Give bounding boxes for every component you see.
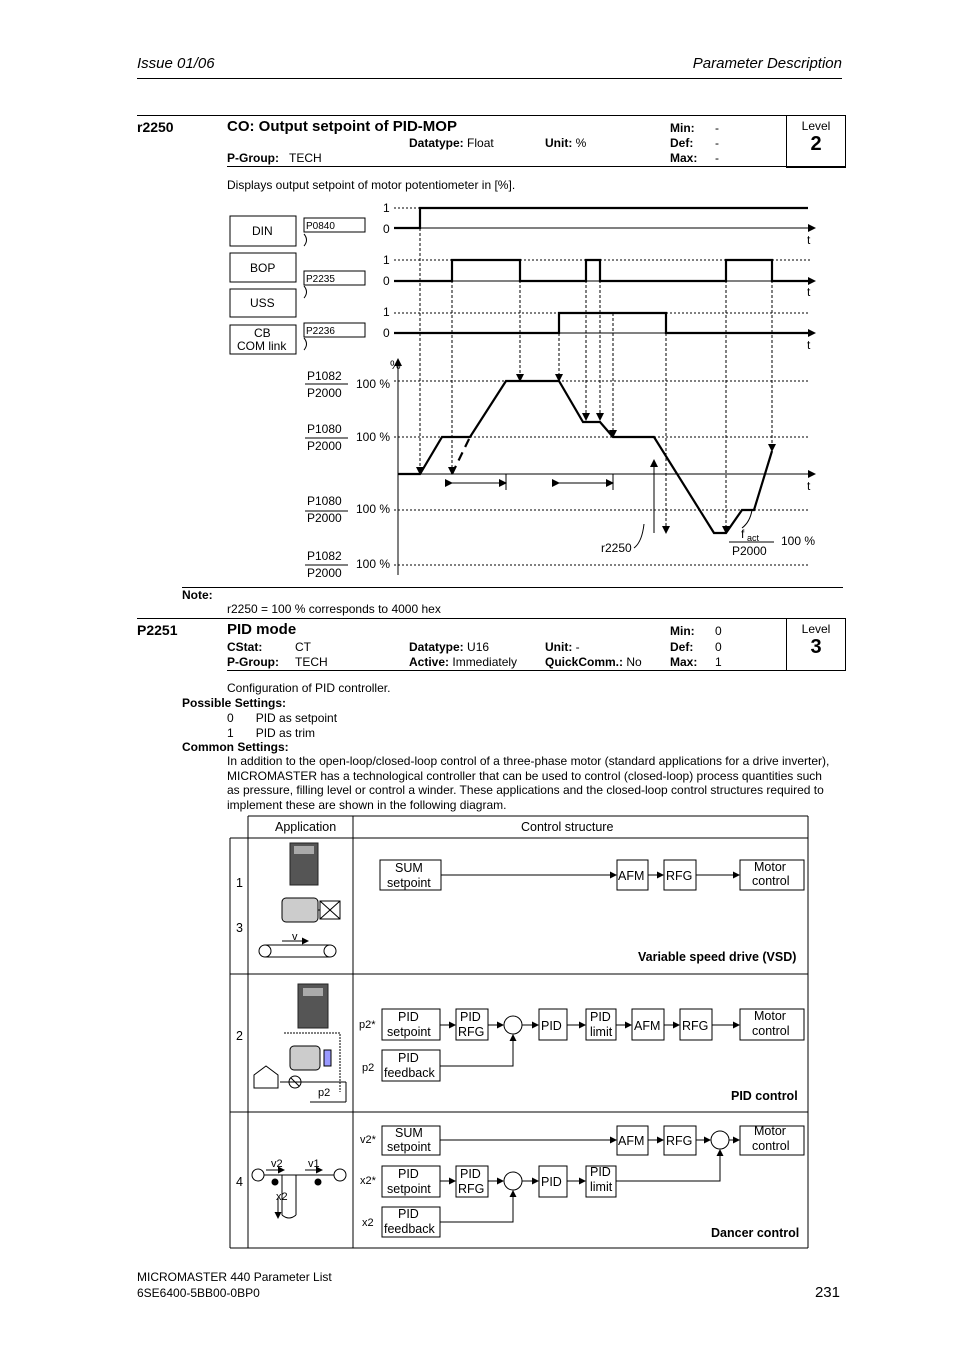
note-text: r2250 = 100 % corresponds to 4000 hex xyxy=(227,602,441,616)
svg-text:SUM: SUM xyxy=(395,861,423,875)
svg-text:feedback: feedback xyxy=(384,1066,435,1080)
svg-text:v: v xyxy=(292,931,298,943)
svg-text:1: 1 xyxy=(383,201,390,215)
svg-text:v2: v2 xyxy=(271,1158,283,1170)
svg-text:P1080: P1080 xyxy=(307,422,342,436)
svg-text:P2000: P2000 xyxy=(307,439,342,453)
param-title: PID mode xyxy=(227,621,297,638)
def-value: - xyxy=(715,136,719,150)
pump-icon xyxy=(290,1046,320,1070)
svg-text:control: control xyxy=(752,1024,790,1038)
svg-text:x2: x2 xyxy=(362,1217,374,1229)
max-label: Max: xyxy=(670,655,698,669)
src-din: DIN xyxy=(252,224,273,238)
max-value: 1 xyxy=(715,655,722,669)
datatype-label: Datatype: xyxy=(409,640,464,654)
quickcomm-value: No xyxy=(626,655,642,669)
param-title: CO: Output setpoint of PID-MOP xyxy=(227,118,457,135)
svg-text:p2: p2 xyxy=(362,1062,375,1074)
quickcomm-label: QuickComm.: xyxy=(545,655,624,669)
svg-text:PID: PID xyxy=(541,1175,562,1189)
level-value: 3 xyxy=(810,636,822,658)
min-value: 0 xyxy=(715,624,722,638)
min-label: Min: xyxy=(670,121,695,135)
svg-text:x2*: x2* xyxy=(360,1175,376,1187)
min-label: Min: xyxy=(670,624,695,638)
common-settings-text: In addition to the open-loop/closed-loop control of a three-phase motor (standard applications for a drive inverter), MICROMASTER has a technological controller that can be used to control (closed-loop) process quantities such as pressure, filling level or control a winder. These applications and the closed-loop control structures required to implement these are shown in the following diagram. xyxy=(227,754,830,812)
caption-vsd: Variable speed drive (VSD) xyxy=(638,950,797,964)
inverter-icon xyxy=(298,984,328,1028)
src-cb: CB xyxy=(254,326,271,340)
setting-0: 0 PID as setpoint xyxy=(227,711,338,725)
level-box xyxy=(786,618,846,671)
caption-dancer: Dancer control xyxy=(711,1226,800,1240)
svg-text:limit: limit xyxy=(590,1180,613,1194)
def-value: 0 xyxy=(715,640,722,654)
common-settings-label: Common Settings: xyxy=(182,740,289,754)
svg-text:setpoint: setpoint xyxy=(387,1182,431,1196)
svg-text:p2: p2 xyxy=(318,1087,331,1099)
mop-timing-diagram xyxy=(0,0,954,600)
max-value: - xyxy=(715,151,719,165)
svg-text:act: act xyxy=(747,533,760,543)
svg-text:PID: PID xyxy=(460,1167,481,1181)
level-value: 2 xyxy=(810,133,822,155)
winder-icon xyxy=(252,1169,264,1181)
row-num: 3 xyxy=(236,921,243,935)
footer-product: MICROMASTER 440 Parameter List xyxy=(137,1270,332,1284)
svg-text:0: 0 xyxy=(383,274,390,288)
setting-1: 1 PID as trim xyxy=(227,726,316,740)
svg-text:PID: PID xyxy=(541,1019,562,1033)
svg-text:setpoint: setpoint xyxy=(387,876,431,890)
svg-text:Motor: Motor xyxy=(754,860,786,874)
param-id: r2250 xyxy=(137,119,174,135)
cstat-value: CT xyxy=(295,640,311,654)
svg-text:PID: PID xyxy=(460,1010,481,1024)
svg-text:AFM: AFM xyxy=(618,1134,645,1148)
svg-text:RFG: RFG xyxy=(666,869,693,883)
def-label: Def: xyxy=(670,136,694,150)
caption-pid: PID control xyxy=(731,1089,798,1103)
svg-text:RFG: RFG xyxy=(666,1134,693,1148)
row-num: 1 xyxy=(236,876,243,890)
note-label: Note: xyxy=(182,588,213,602)
svg-text:100 %: 100 % xyxy=(356,557,391,571)
active-label: Active: xyxy=(409,655,450,669)
svg-text:v2*: v2* xyxy=(360,1134,376,1146)
svg-text:t: t xyxy=(807,479,811,493)
label-p2235: P2235 xyxy=(306,274,335,285)
motor-icon xyxy=(282,898,318,922)
svg-text:Motor: Motor xyxy=(754,1009,786,1023)
pressure-gauge-icon xyxy=(289,1076,301,1088)
pgroup-value: TECH xyxy=(295,655,328,669)
svg-text:PID: PID xyxy=(398,1010,419,1024)
row-num: 4 xyxy=(236,1175,243,1189)
max-label: Max: xyxy=(670,151,698,165)
src-uss: USS xyxy=(250,296,275,310)
svg-text:PID: PID xyxy=(590,1010,611,1024)
svg-text:Motor: Motor xyxy=(754,1124,786,1138)
svg-text:RFG: RFG xyxy=(682,1019,709,1033)
svg-text:RFG: RFG xyxy=(458,1182,485,1196)
svg-text:100 %: 100 % xyxy=(781,534,816,548)
def-label: Def: xyxy=(670,640,694,654)
svg-text:100 %: 100 % xyxy=(356,502,391,516)
datatype-label: Datatype: xyxy=(409,136,464,150)
svg-text:P1082: P1082 xyxy=(307,549,342,563)
footer-order-number: 6SE6400-5BB00-0BP0 xyxy=(137,1286,260,1300)
svg-text:t: t xyxy=(807,285,811,299)
header-section: Parameter Description xyxy=(692,55,842,72)
label-p2236: P2236 xyxy=(306,326,335,337)
svg-text:100 %: 100 % xyxy=(356,377,391,391)
conveyor-icon xyxy=(259,945,271,957)
svg-text:P2000: P2000 xyxy=(307,566,342,580)
svg-text:v1: v1 xyxy=(308,1158,320,1170)
svg-text:1: 1 xyxy=(383,305,390,319)
label-p0840: P0840 xyxy=(306,221,335,232)
svg-text:P1082: P1082 xyxy=(307,369,342,383)
svg-text:100 %: 100 % xyxy=(356,430,391,444)
svg-text:0: 0 xyxy=(383,222,390,236)
svg-text:setpoint: setpoint xyxy=(387,1025,431,1039)
svg-text:P1080: P1080 xyxy=(307,494,342,508)
svg-text:AFM: AFM xyxy=(618,869,645,883)
svg-text:f: f xyxy=(741,527,745,541)
unit-value: - xyxy=(575,640,580,654)
unit-value: % xyxy=(575,136,587,150)
svg-text:PID: PID xyxy=(398,1167,419,1181)
svg-text:1: 1 xyxy=(383,253,390,267)
svg-text:control: control xyxy=(752,874,790,888)
note-rule xyxy=(182,587,843,588)
svg-text:t: t xyxy=(807,233,811,247)
unit-label: Unit: xyxy=(545,640,573,654)
datatype-value: U16 xyxy=(467,640,490,654)
pgroup-label: P-Group: xyxy=(227,655,279,669)
svg-text:0: 0 xyxy=(383,326,390,340)
svg-text:P2000: P2000 xyxy=(307,511,342,525)
min-value: - xyxy=(715,121,719,135)
svg-text:PID: PID xyxy=(590,1165,611,1179)
pgroup-value: TECH xyxy=(289,151,322,165)
pgroup-label: P-Group: xyxy=(227,151,279,165)
svg-text:p2*: p2* xyxy=(359,1019,376,1031)
active-value: Immediately xyxy=(452,655,518,669)
svg-text:PID: PID xyxy=(398,1051,419,1065)
svg-text:feedback: feedback xyxy=(384,1222,435,1236)
unit-label: Unit: xyxy=(545,136,573,150)
param-id: P2251 xyxy=(137,622,178,638)
param-description: Configuration of PID controller. xyxy=(227,681,391,695)
param-description: Displays output setpoint of motor potentiometer in [%]. xyxy=(227,178,516,192)
fan-icon xyxy=(320,901,340,919)
cstat-label: CStat: xyxy=(227,640,263,654)
level-label: Level xyxy=(801,119,831,133)
svg-text:r2250: r2250 xyxy=(601,541,632,555)
svg-text:control: control xyxy=(752,1139,790,1153)
header-issue: Issue 01/06 xyxy=(137,55,215,72)
svg-text:setpoint: setpoint xyxy=(387,1140,431,1154)
page-number: 231 xyxy=(814,1284,840,1301)
datatype-value: Float xyxy=(467,136,494,150)
col-control-structure: Control structure xyxy=(521,820,614,834)
src-bop: BOP xyxy=(250,261,276,275)
possible-settings-label: Possible Settings: xyxy=(182,696,287,710)
col-application: Application xyxy=(275,820,337,834)
row-num: 2 xyxy=(236,1029,243,1043)
svg-text:SUM: SUM xyxy=(395,1126,423,1140)
svg-text:P2000: P2000 xyxy=(732,544,767,558)
svg-text:P2000: P2000 xyxy=(307,386,342,400)
svg-text:t: t xyxy=(807,338,811,352)
svg-text:limit: limit xyxy=(590,1025,613,1039)
svg-text:AFM: AFM xyxy=(634,1019,661,1033)
param-top-rule xyxy=(137,618,845,619)
src-comlink: COM link xyxy=(237,339,287,353)
level-label: Level xyxy=(801,622,831,636)
house-icon xyxy=(254,1066,278,1088)
inverter-icon xyxy=(290,843,318,885)
svg-text:PID: PID xyxy=(398,1207,419,1221)
param-bottom-rule xyxy=(227,670,845,671)
svg-text:RFG: RFG xyxy=(458,1025,485,1039)
svg-text:%: % xyxy=(390,358,401,372)
svg-text:x2: x2 xyxy=(276,1191,288,1203)
